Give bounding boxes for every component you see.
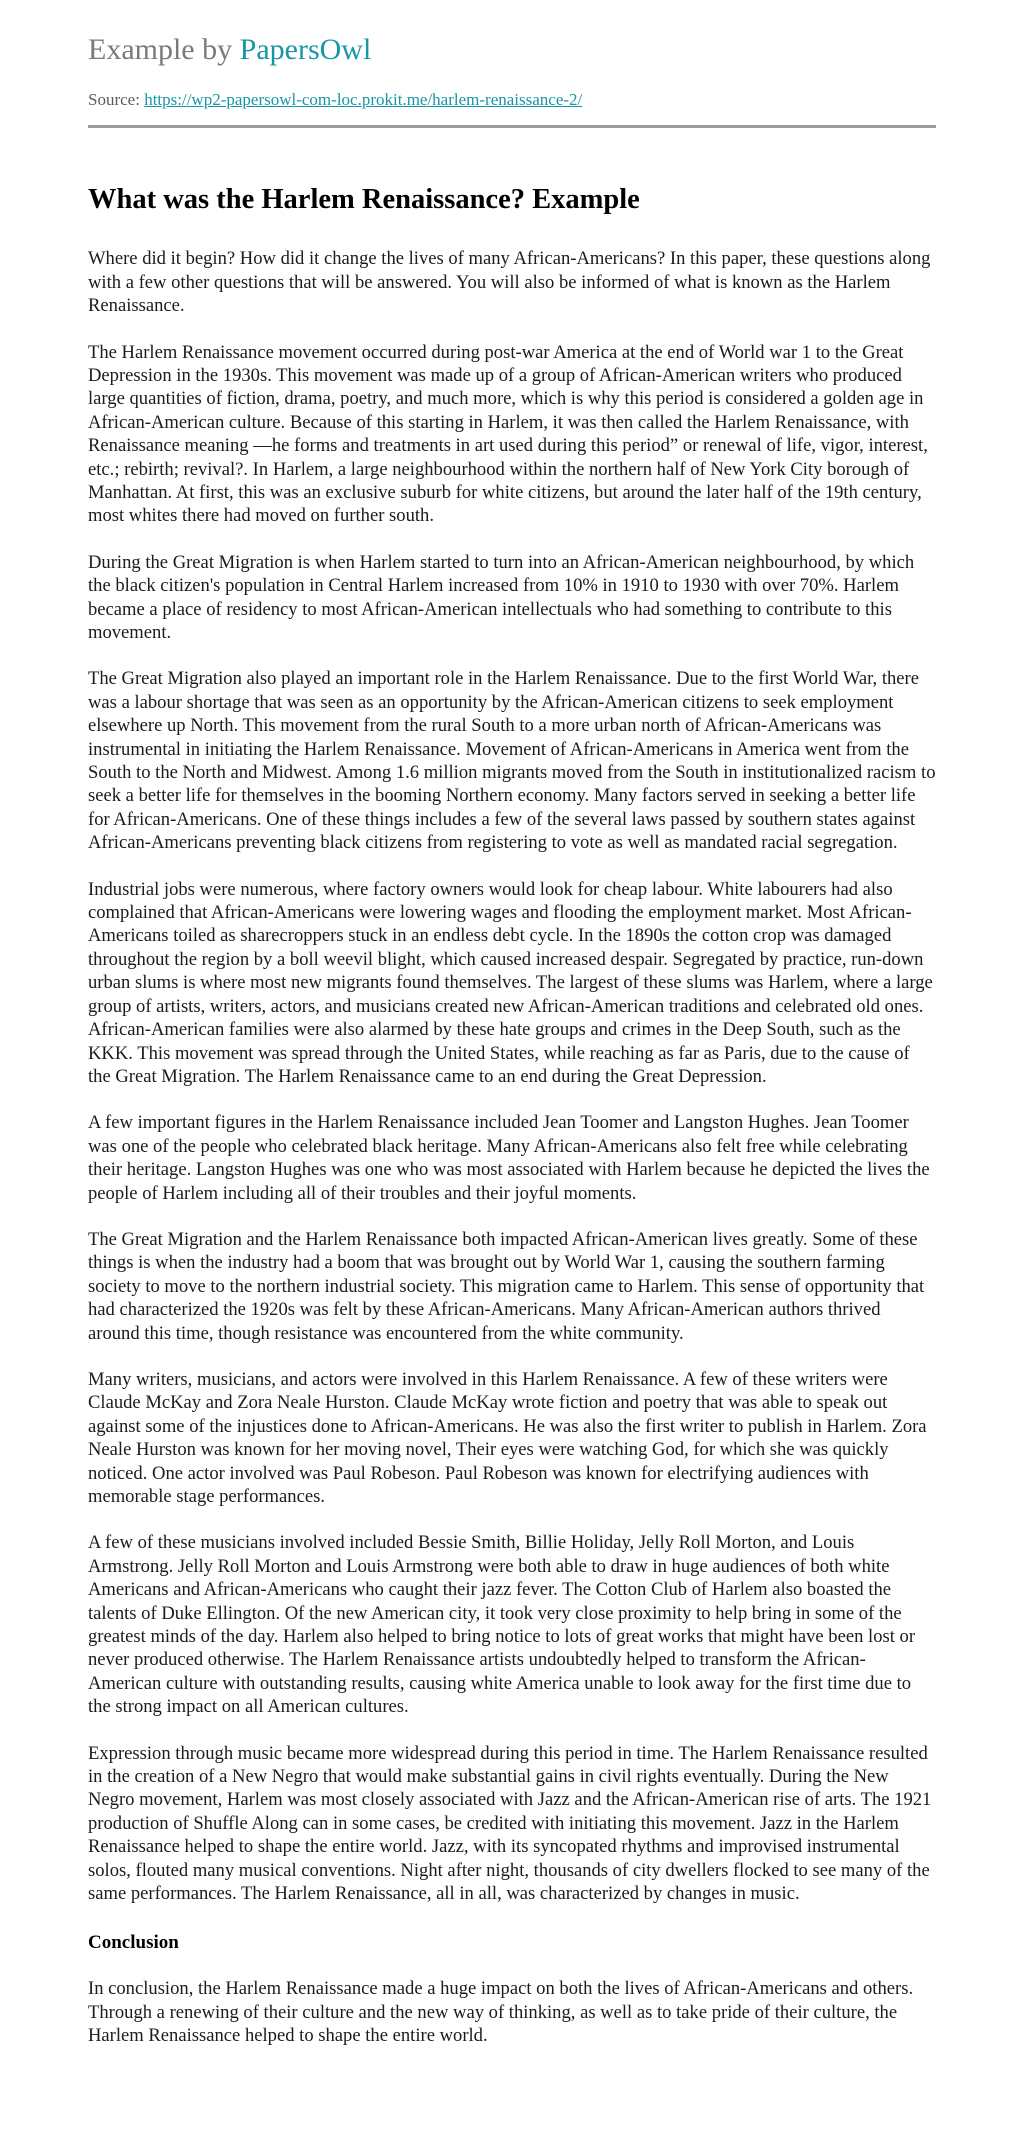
essay-paragraph-great-migration-population: During the Great Migration is when Harlem started to turn into an African-American neighbourhood, by which the black citizen's population in Central Harlem increased from 10% in 1910 to 1930 with over 70%. Harlem became a place of residency to most African-American intellectuals who had something to contribute to this movement. <box>88 551 915 643</box>
source-url-link[interactable]: https://wp2-papersowl-com-loc.prokit.me/harlem-renaissance-2/ <box>144 90 583 109</box>
essay-paragraph-impact: The Great Migration and the Harlem Renaissance both impacted African-American lives greatly. Some of these things is when the industry had a boom that was brought out by World War 1, causing the southern farming society to move to the northern industrial society. This migration came to Harlem. This sense of opportunity that had characterized the 1920s was felt by these African-Americans. Many African-American authors thrived around this time, though resistance was encountered from the white community. <box>88 1228 925 1344</box>
example-by-heading <box>88 33 936 66</box>
essay-paragraph-industrial-jobs: Industrial jobs were numerous, where factory owners would look for cheap labour. White labourers had also complained that African-Americans were lowering wages and flooding the employment market. Most African-Americans toiled as sharecroppers stuck in an endless debt cycle. In the 1890s the cotton crop was damaged throughout the region by a boll weevil blight, which caused increased despair. Segregated by practice, run-down urban slums is where most new migrants found themselves. The largest of these slums was Harlem, where a large group of artists, writers, actors, and musicians created new African-American traditions and celebrated old ones. African-American families were also alarmed by these hate groups and crimes in the Deep South, such as the KKK. This movement was spread through the United States, while reaching as far as Paris, due to the cause of the Great Migration. The Harlem Renaissance came to an end during the Great Depression. <box>88 878 933 1087</box>
essay-body <box>88 185 936 2047</box>
source-label: Source: <box>88 90 145 109</box>
essay-paragraph-great-migration-role: The Great Migration also played an important role in the Harlem Renaissance. Due to the first World War, there was a labour shortage that was seen as an opportunity by the African-American citizens to seek employment elsewhere up North. This movement from the rural South to a more urban north of African-Americans was instrumental in initiating the Harlem Renaissance. Movement of African-Americans in America went from the South to the North and Midwest. Among 1.6 million migrants moved from the South in institutionalized racism to seek a better life for themselves in the booming Northern economy. Many factors served in seeking a better life for African-Americans. One of these things includes a few of the several laws passed by southern states against African-Americans preventing black citizens from registering to vote as well as mandated racial segregation. <box>88 668 936 854</box>
source-line <box>88 90 936 110</box>
essay-title: What was the Harlem Renaissance? Example <box>88 184 640 216</box>
brand-prefix-text: Example by <box>88 33 240 66</box>
essay-paragraph-movement-overview: The Harlem Renaissance movement occurred during post-war America at the end of World war 1 to the Great Depression in the 1930s. This movement was made up of a group of African-American writers who produced large quantities of fiction, drama, poetry, and much more, which is why this period is considered a golden age in African-American culture. Because of this starting in Harlem, it was then called the Harlem Renaissance, with Renaissance meaning —he forms and treatments in art used during this period” or renewal of life, vigor, interest, etc.; rebirth; revival?. In Harlem, a large neighbourhood within the northern half of New York City borough of Manhattan. At first, this was an exclusive suburb for white citizens, but around the later half of the 19th century, most whites there had moved on further south. <box>88 341 928 527</box>
essay-paragraph-writers-actors: Many writers, musicians, and actors were involved in this Harlem Renaissance. A few of these writers were Claude McKay and Zora Neale Hurston. Claude McKay wrote fiction and poetry that was able to speak out against some of the injustices done to African-Americans. He was also the first writer to publish in Harlem. Zora Neale Hurston was known for her moving novel, Their eyes were watching God, for which she was quickly noticed. One actor involved was Paul Robeson. Paul Robeson was known for electrifying audiences with memorable stage performances. <box>88 1368 927 1507</box>
essay-paragraph-important-figures: A few important figures in the Harlem Renaissance included Jean Toomer and Langston Hughes. Jean Toomer was one of the people who celebrated black heritage. Many African-Americans also felt free while celebrating their heritage. Langston Hughes was one who was most associated with Harlem because he depicted the lives the people of Harlem including all of their troubles and their joyful moments. <box>88 1112 930 1204</box>
page-header <box>88 33 936 128</box>
essay-paragraph-musicians: A few of these musicians involved included Bessie Smith, Billie Holiday, Jelly Roll Morton, and Louis Armstrong. Jelly Roll Morton and Louis Armstrong were both able to draw in huge audiences of both white Americans and African-Americans who caught their jazz fever. The Cotton Club of Harlem also boasted the talents of Duke Ellington. Of the new American city, it took very close proximity to help bring in some of the greatest minds of the day. Harlem also helped to bring notice to lots of great works that might have been lost or never produced otherwise. The Harlem Renaissance artists undoubtedly helped to transform the African-American culture with outstanding results, causing white America unable to look away for the first time due to the strong impact on all American cultures. <box>88 1532 916 1718</box>
papersowl-brand-link[interactable]: PapersOwl <box>239 33 372 66</box>
conclusion-heading: Conclusion <box>88 1931 179 1953</box>
essay-paragraph-music-expression: Expression through music became more widespread during this period in time. The Harlem Renaissance resulted in the creation of a New Negro that would make substantial gains in civil rights eventually. During the New Negro movement, Harlem was most closely associated with Jazz and the African-American rise of arts. The 1921 production of Shuffle Along can in some cases, be credited with initiating this movement. Jazz in the Harlem Renaissance helped to shape the entire world. Jazz, with its syncopated rhythms and improvised instrumental solos, flouted many musical conventions. Night after night, thousands of city dwellers flocked to see many of the same performances. The Harlem Renaissance, all in all, was characterized by changes in music. <box>88 1742 932 1905</box>
essay-paragraph-intro: Where did it begin? How did it change the lives of many African-Americans? In this paper, these questions along with a few other questions that will be answered. You will also be informed of what is known as the Harlem Renaissance. <box>88 248 931 317</box>
essay-paragraph-conclusion: In conclusion, the Harlem Renaissance made a huge impact on both the lives of African-Americans and others. Through a renewing of their culture and the new way of thinking, as well as to take pride of their culture, the Harlem Renaissance helped to shape the entire world. <box>88 1978 914 2047</box>
header-divider <box>88 125 936 128</box>
